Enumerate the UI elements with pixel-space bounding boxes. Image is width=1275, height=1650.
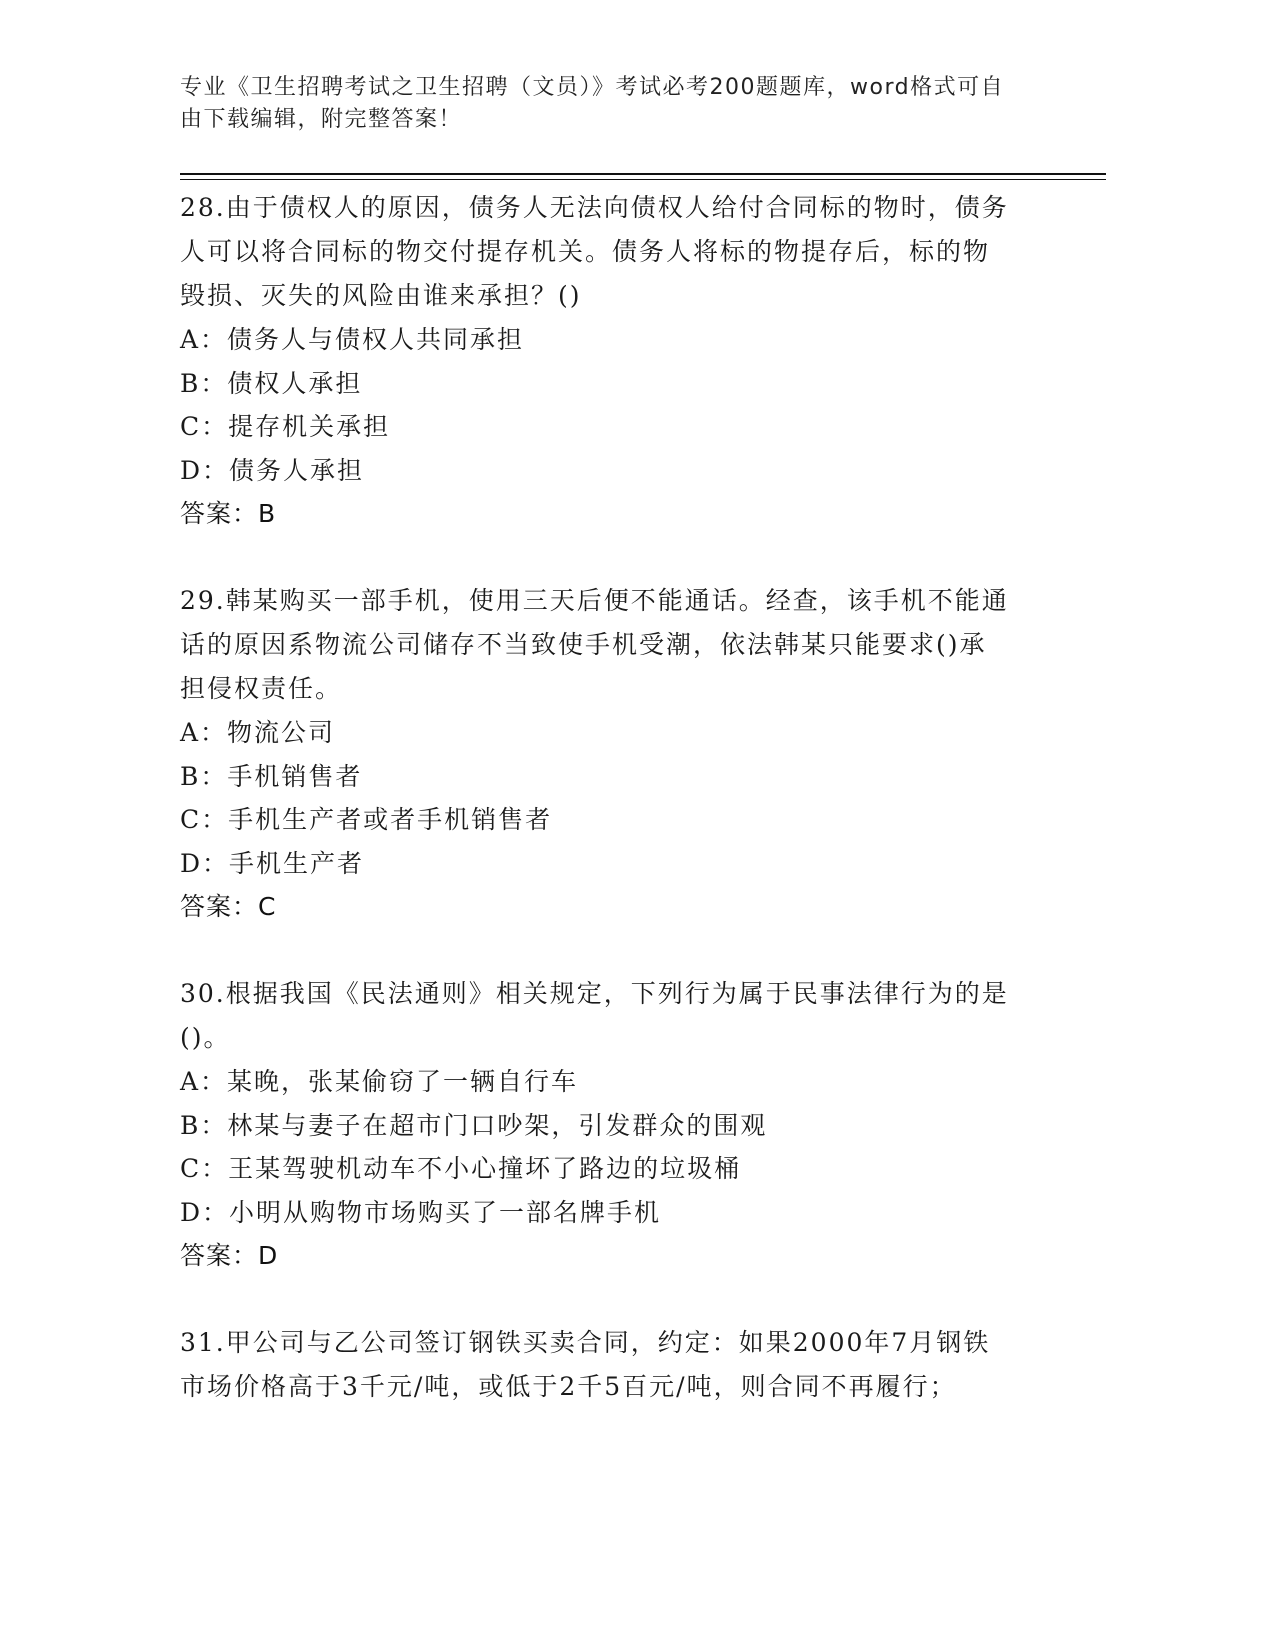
header-line-1: 专业《卫生招聘考试之卫生招聘（文员）》考试必考200题题库，word格式可自 [180, 75, 1005, 100]
option-b: B：林某与妻子在超市门口吵架，引发群众的围观 [180, 1110, 768, 1140]
question-text-line: 担侵权责任。 [180, 674, 343, 703]
question-text-line: 30.根据我国《民法通则》相关规定，下列行为属于民事法律行为的是 [180, 979, 1009, 1008]
header-line-2: 由下载编辑，附完整答案！ [180, 107, 463, 132]
question-spacer [180, 536, 1040, 579]
question-text-line: 毁损、灭失的风险由谁来承担？() [180, 281, 582, 310]
option-b: B：手机销售者 [180, 761, 363, 791]
answer-line: 答案：B [180, 499, 277, 528]
option-a: A：物流公司 [180, 718, 336, 747]
option-b: B：债权人承担 [180, 368, 363, 398]
header-rule-thick [180, 173, 1106, 175]
question-28 [180, 186, 1040, 536]
question-text-line: 市场价格高于3千元/吨，或低于2千5百元/吨，则合同不再履行； [180, 1372, 957, 1401]
question-text-line: 话的原因系物流公司储存不当致使手机受潮，依法韩某只能要求()承 [180, 630, 987, 659]
option-c: C：手机生产者或者手机销售者 [180, 805, 553, 834]
question-text-line: 人可以将合同标的物交付提存机关。债务人将标的物提存后，标的物 [180, 237, 991, 266]
answer-line: 答案：D [180, 1241, 279, 1270]
question-30 [180, 972, 1040, 1278]
option-d: D：债务人承担 [180, 455, 365, 485]
option-c: C：王某驾驶机动车不小心撞坏了路边的垃圾桶 [180, 1154, 742, 1183]
question-text-line: 29.韩某购买一部手机，使用三天后便不能通话。经查，该手机不能通 [180, 586, 1009, 615]
option-a: A：某晚，张某偷窃了一辆自行车 [180, 1067, 579, 1096]
document-header [180, 72, 1060, 136]
answer-line: 答案：C [180, 892, 277, 921]
option-d: D：小明从购物市场购买了一部名牌手机 [180, 1197, 662, 1227]
option-d: D：手机生产者 [180, 848, 365, 878]
question-spacer [180, 929, 1040, 972]
option-c: C：提存机关承担 [180, 412, 391, 441]
question-list [180, 186, 1040, 1409]
question-text-line: 31.甲公司与乙公司签订钢铁买卖合同，约定：如果2000年7月钢铁 [180, 1328, 991, 1357]
question-text-line: 28.由于债权人的原因，债务人无法向债权人给付合同标的物时，债务 [180, 193, 1009, 222]
question-31 [180, 1321, 1040, 1409]
header-rule-thin [180, 179, 1106, 180]
question-spacer [180, 1278, 1040, 1321]
question-text-line: ()。 [180, 1023, 231, 1052]
option-a: A：债务人与债权人共同承担 [180, 325, 525, 354]
question-29 [180, 579, 1040, 929]
